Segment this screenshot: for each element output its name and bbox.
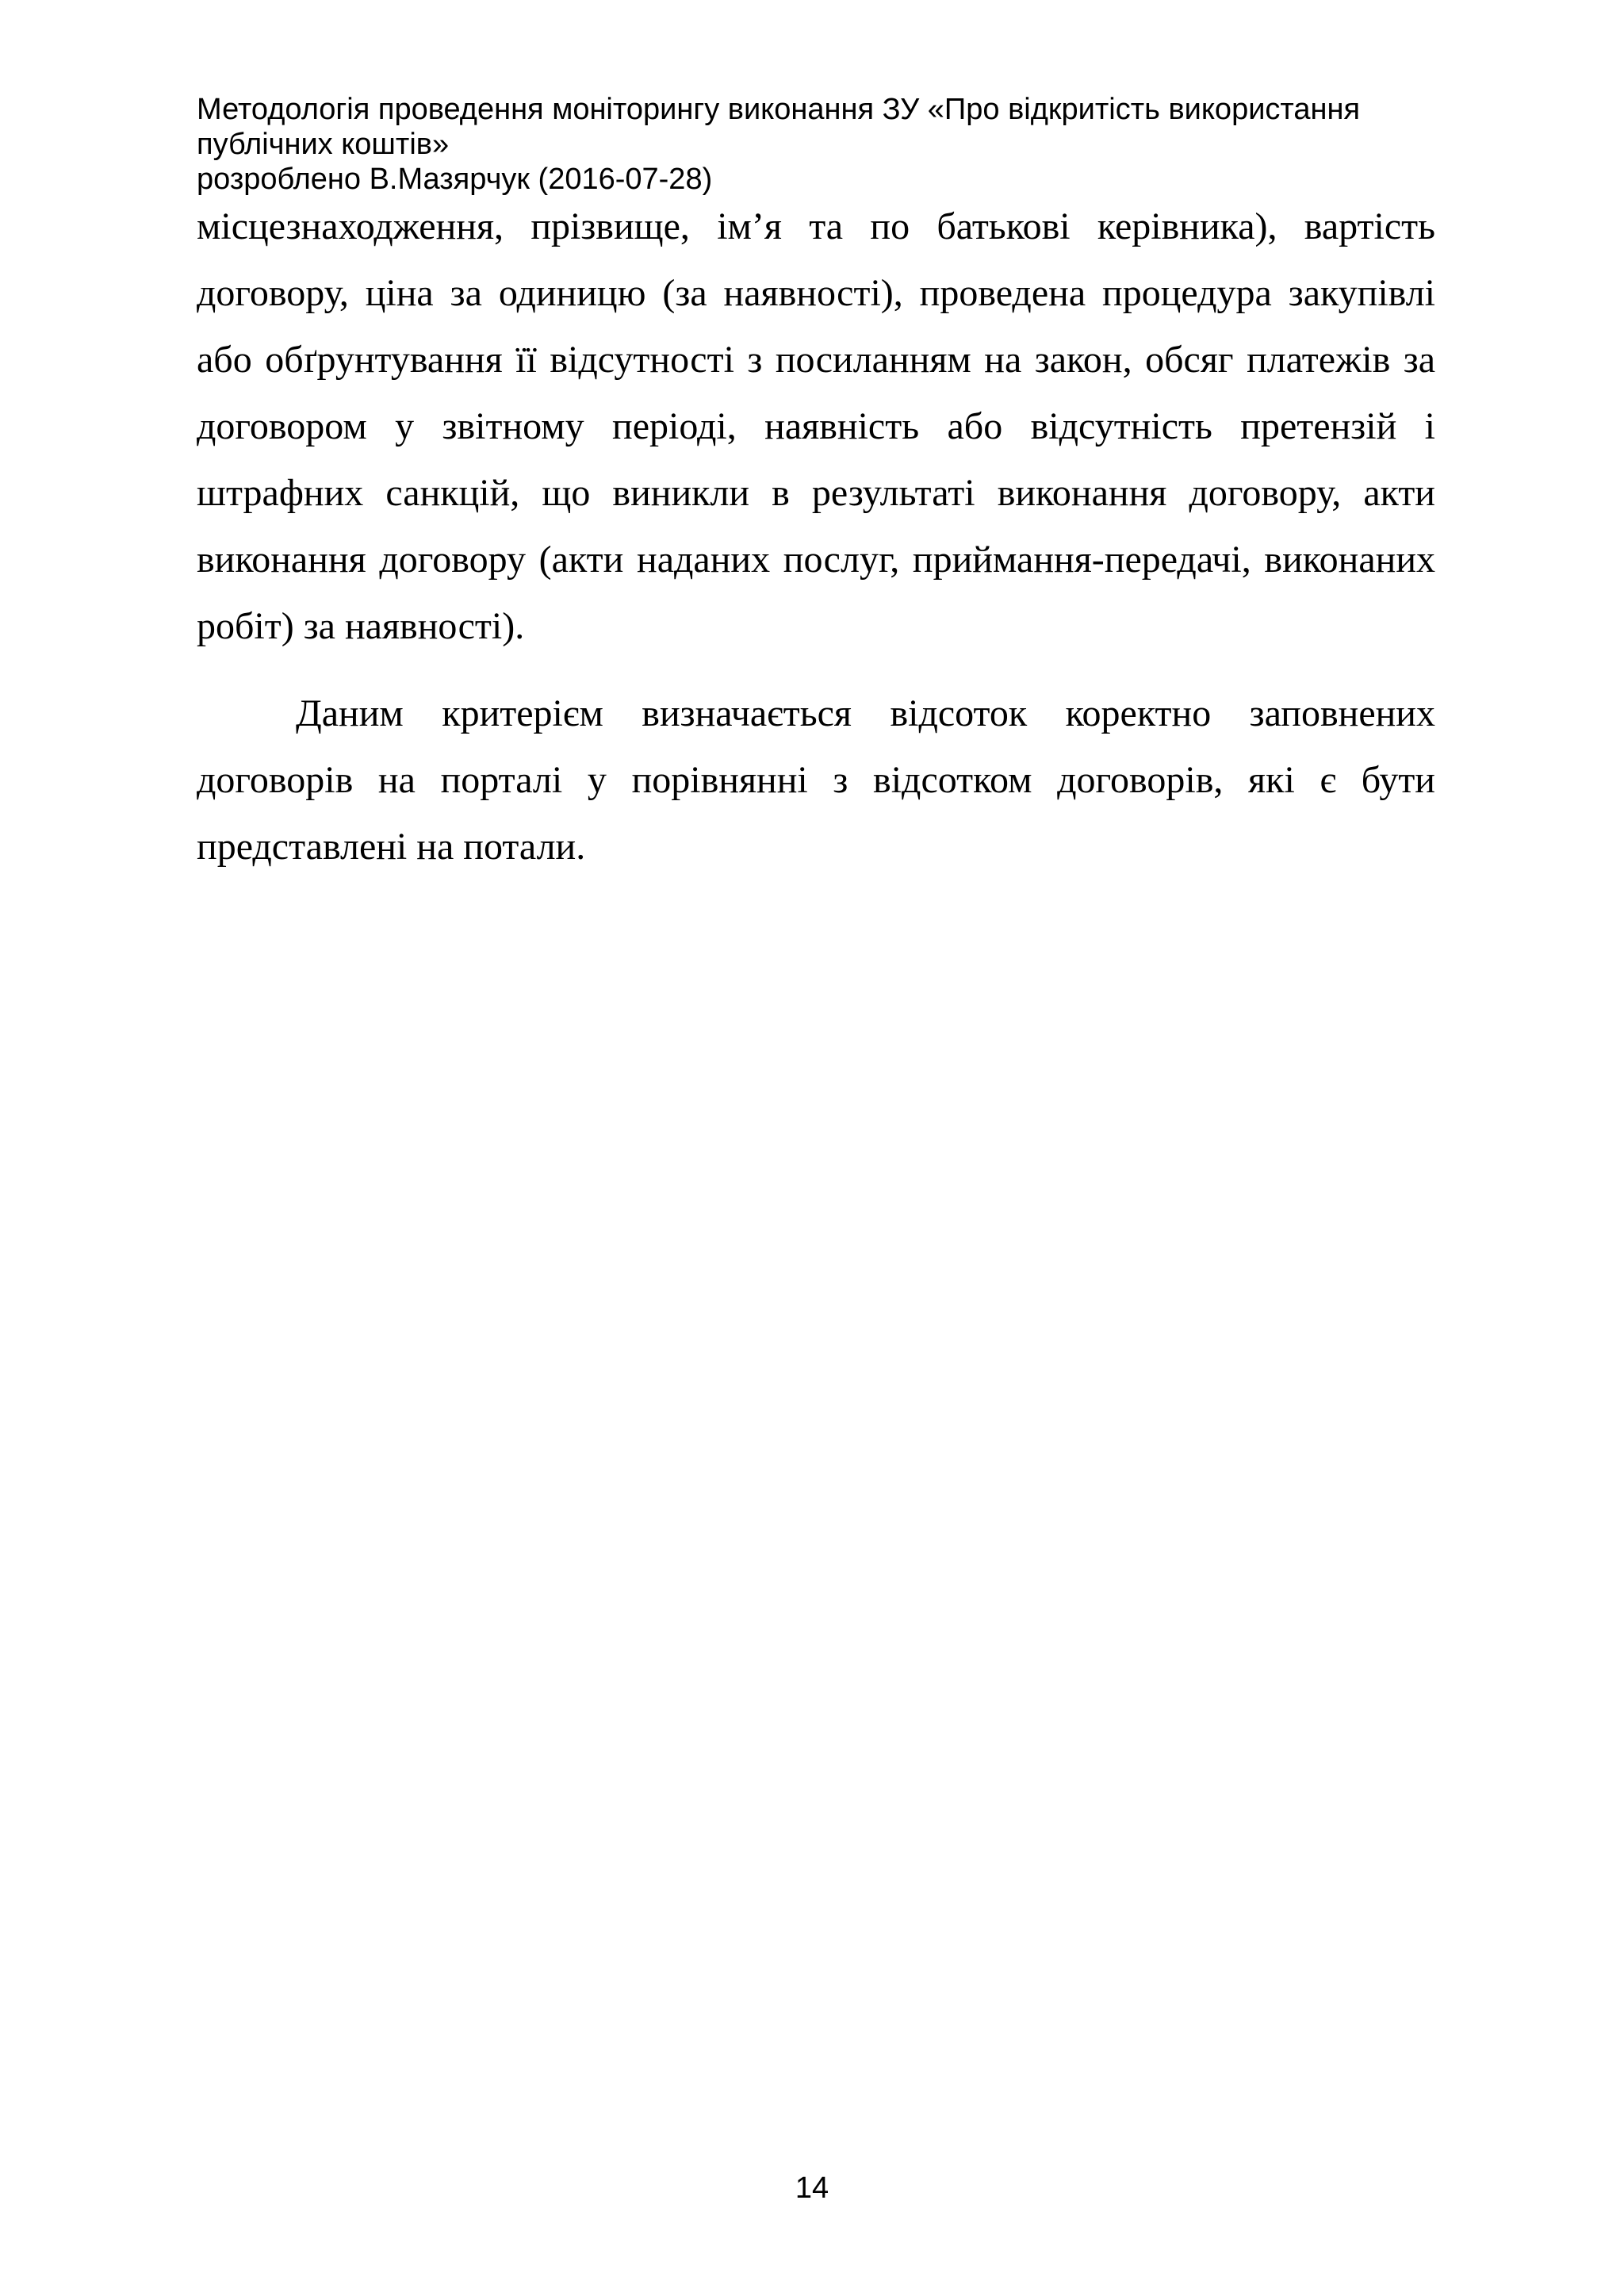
text-line: місцезнаходження, прізвище, ім’я та по батькові керівника), вартість (197, 205, 1435, 247)
text-line-content: Даним критерієм визначається відсоток коректно заповнених (296, 692, 1435, 734)
paragraph-spacing (197, 669, 1435, 690)
text-line: робіт) за наявності). (197, 605, 525, 647)
text-line-indented (197, 690, 1435, 757)
paragraph-2 (197, 690, 1435, 890)
text-line: договорів на порталі у порівнянні з відсотком договорів, які є бути (197, 759, 1435, 801)
paragraph-1 (197, 203, 1435, 669)
text-line: договору, ціна за одиницю (за наявності), проведена процедура закупівлі (197, 272, 1435, 314)
paragraph-indent (197, 690, 296, 757)
text-line: або обґрунтування її відсутності з посиланням на закон, обсяг платежів за (197, 339, 1435, 381)
header-title-line-2: публічних коштів» (197, 128, 450, 161)
text-line: виконання договору (акти наданих послуг, приймання-передачі, виконаних (197, 539, 1435, 581)
text-line: договором у звітному періоді, наявність або відсутність претензій і (197, 405, 1435, 447)
header-title-line-1: Методологія проведення моніторингу виконання ЗУ «Про відкритість використання (197, 93, 1361, 126)
text-line: представлені на потали. (197, 826, 586, 868)
page-number: 14 (795, 2171, 829, 2205)
body-text (197, 203, 1435, 890)
text-line: штрафних санкцій, що виникли в результаті виконання договору, акти (197, 472, 1435, 514)
header-author-date: розроблено В.Мазярчук (2016-07-28) (197, 163, 713, 196)
running-header (197, 92, 1434, 197)
